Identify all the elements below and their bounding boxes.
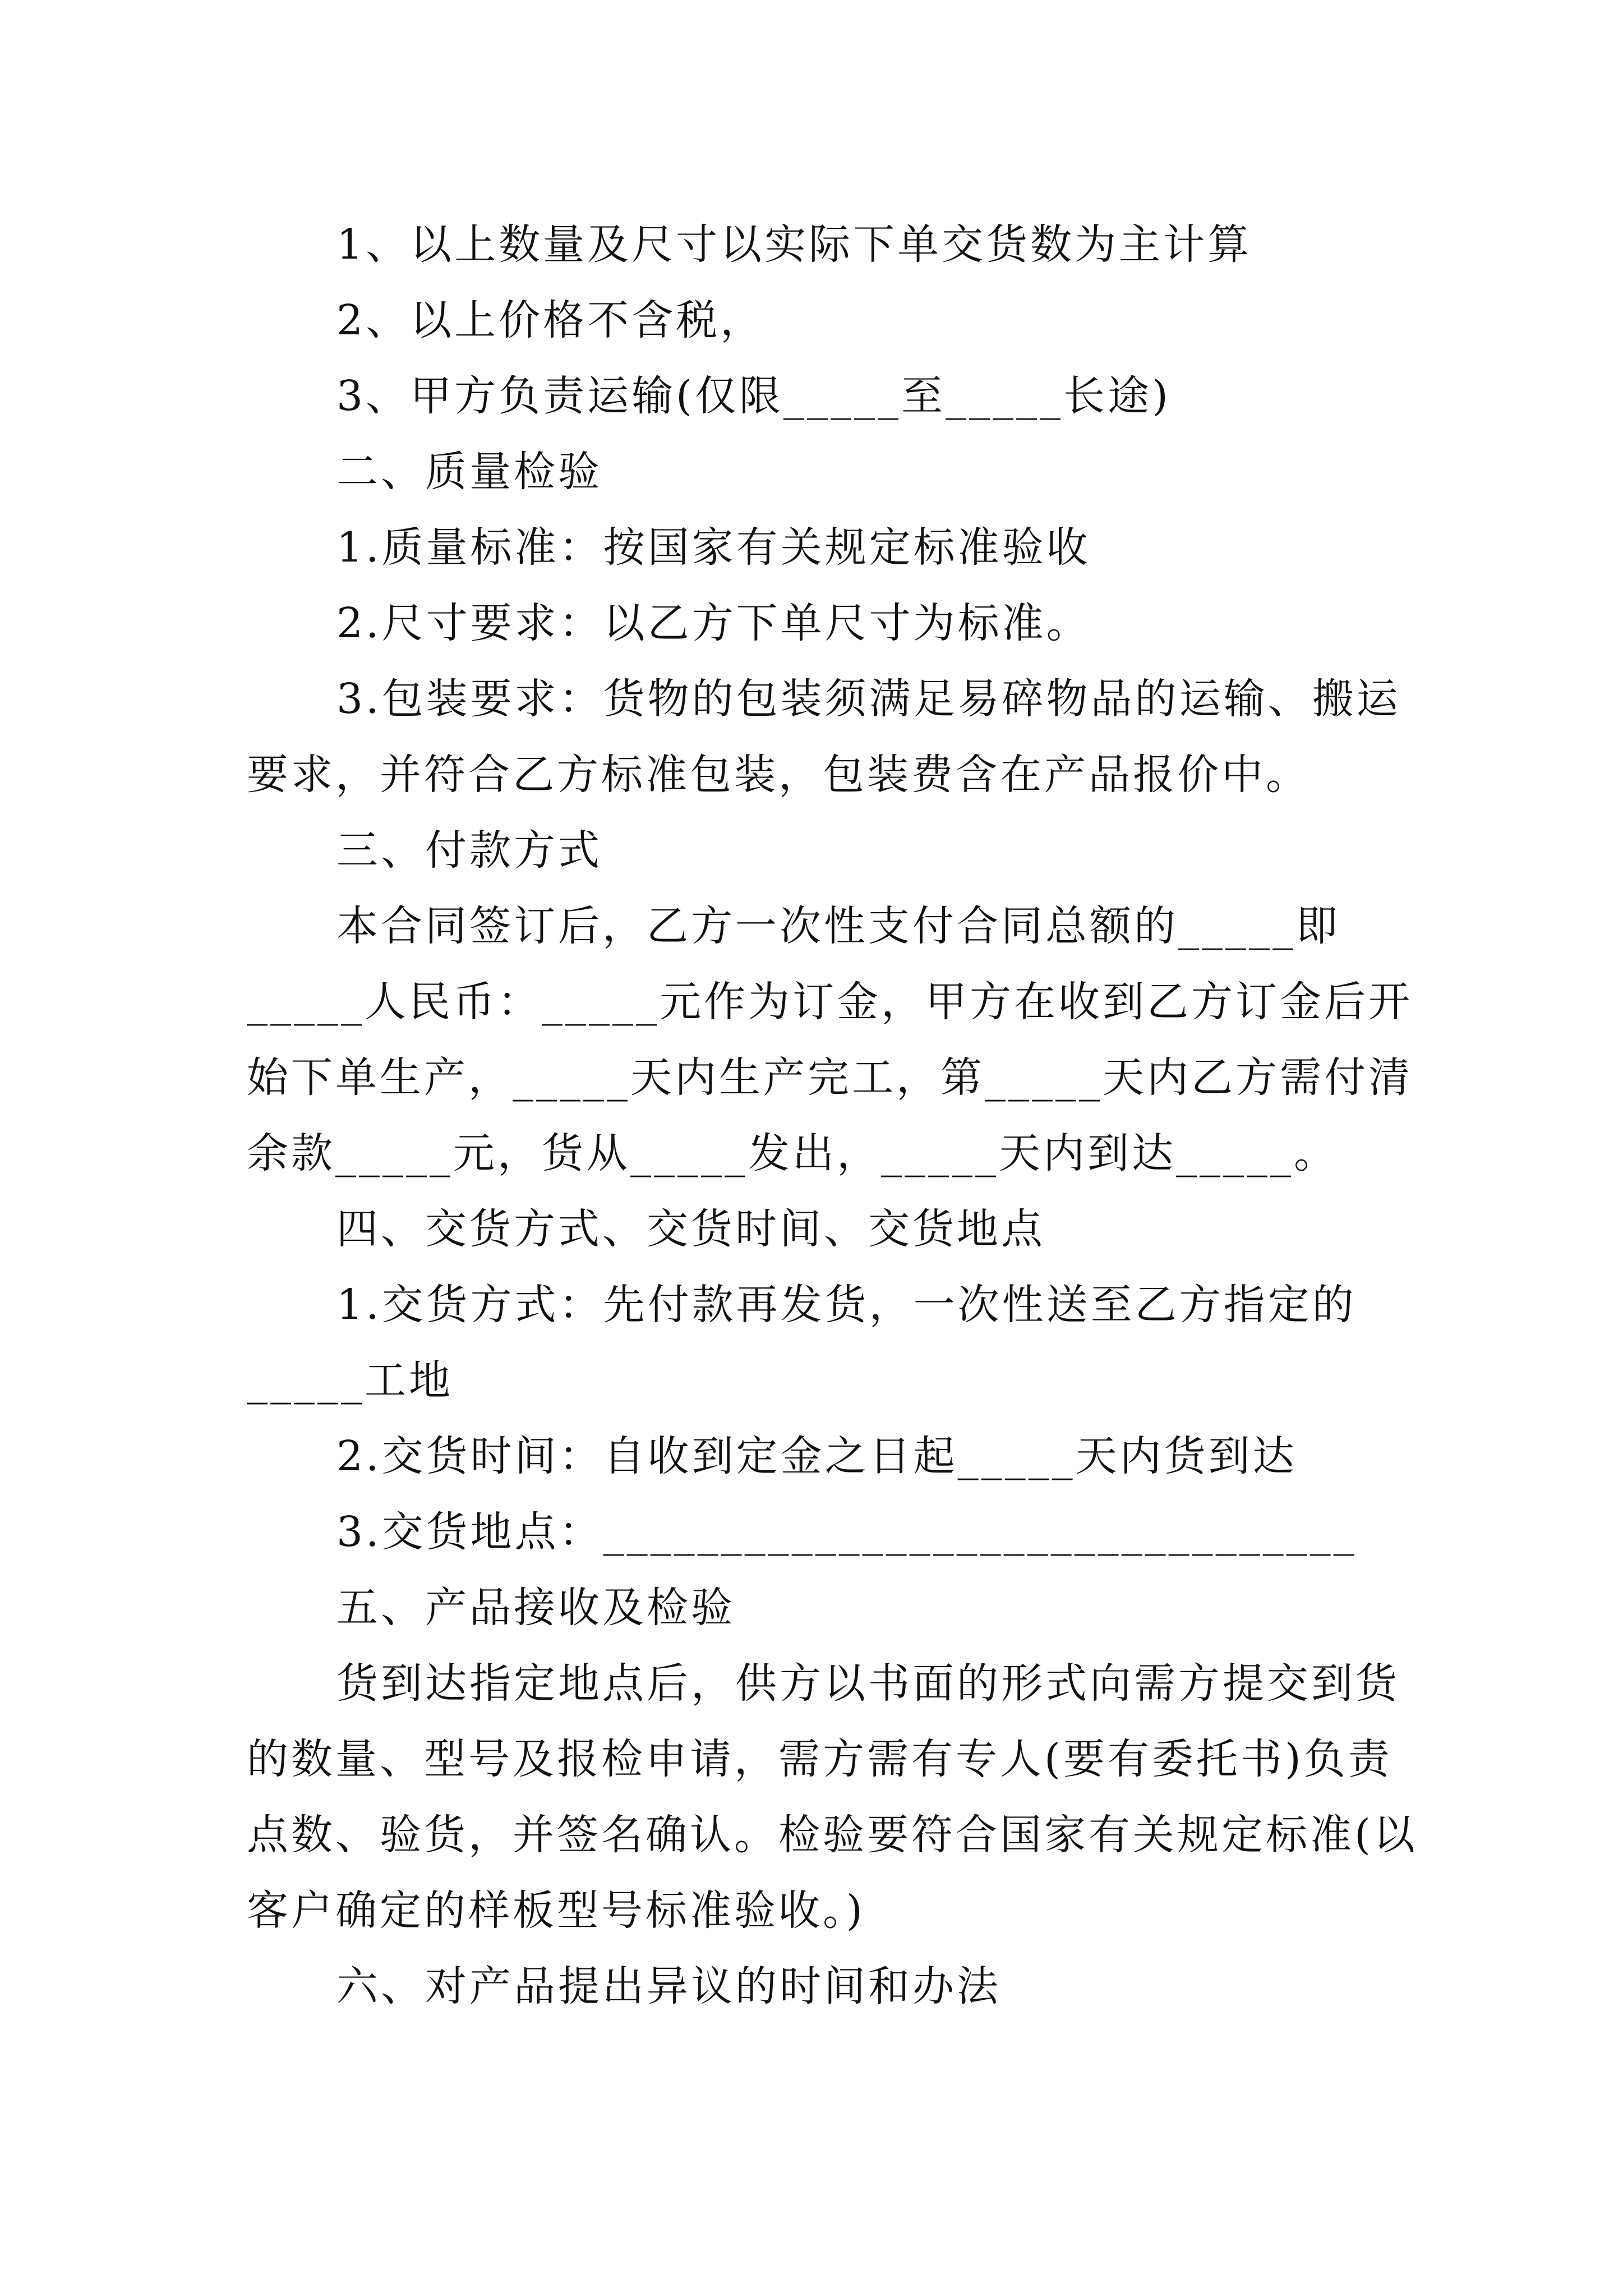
receipt-text-1: 货到达指定地点后，供方以书面的形式向需方提交到货	[336, 1659, 1400, 1708]
heading-payment: 三、付款方式	[336, 826, 602, 875]
payment-text-3: 始下单生产，_____天内生产完工，第_____天内乙方需付清	[247, 1053, 1413, 1102]
delivery-method-cont: _____工地	[247, 1356, 453, 1405]
heading-quality-inspection: 二、质量检验	[336, 448, 602, 496]
receipt-text-3: 点数、验货，并签名确认。检验要符合国家有关规定标准(以	[247, 1811, 1418, 1859]
note-price-tax: 2、以上价格不含税，	[336, 296, 765, 344]
quality-standard: 1.质量标准：按国家有关规定标准验收	[336, 523, 1091, 572]
payment-text-2: _____人民币：_____元作为订金，甲方在收到乙方订金后开	[247, 978, 1413, 1026]
delivery-time: 2.交货时间：自收到定金之日起_____天内货到达	[336, 1432, 1297, 1480]
payment-text-1: 本合同签订后，乙方一次性支付合同总额的_____即	[336, 902, 1340, 950]
size-requirement: 2.尺寸要求：以乙方下单尺寸为标准。	[336, 599, 1091, 647]
heading-delivery: 四、交货方式、交货时间、交货地点	[336, 1205, 1045, 1253]
delivery-method: 1.交货方式：先付款再发货，一次性送至乙方指定的	[336, 1281, 1357, 1329]
packaging-requirement: 3.包装要求：货物的包装须满足易碎物品的运输、搬运	[336, 675, 1401, 723]
packaging-requirement-cont: 要求，并符合乙方标准包装，包装费含在产品报价中。	[247, 751, 1310, 799]
payment-text-4: 余款_____元，货从_____发出，_____天内到达_____。	[247, 1129, 1338, 1177]
note-quantity-size: 1、以上数量及尺寸以实际下单交货数为主计算	[336, 220, 1252, 269]
heading-receipt-inspection: 五、产品接收及检验	[336, 1584, 735, 1632]
note-transport: 3、甲方负责运输(仅限_____至_____长途)	[336, 372, 1171, 420]
delivery-location: 3.交货地点：________________________________	[336, 1508, 1357, 1556]
receipt-text-2: 的数量、型号及报检申请，需方需有专人(要有委托书)负责	[247, 1735, 1393, 1783]
heading-objection: 六、对产品提出异议的时间和办法	[336, 1962, 1001, 2010]
receipt-text-4: 客户确定的样板型号标准验收。)	[247, 1887, 865, 1935]
